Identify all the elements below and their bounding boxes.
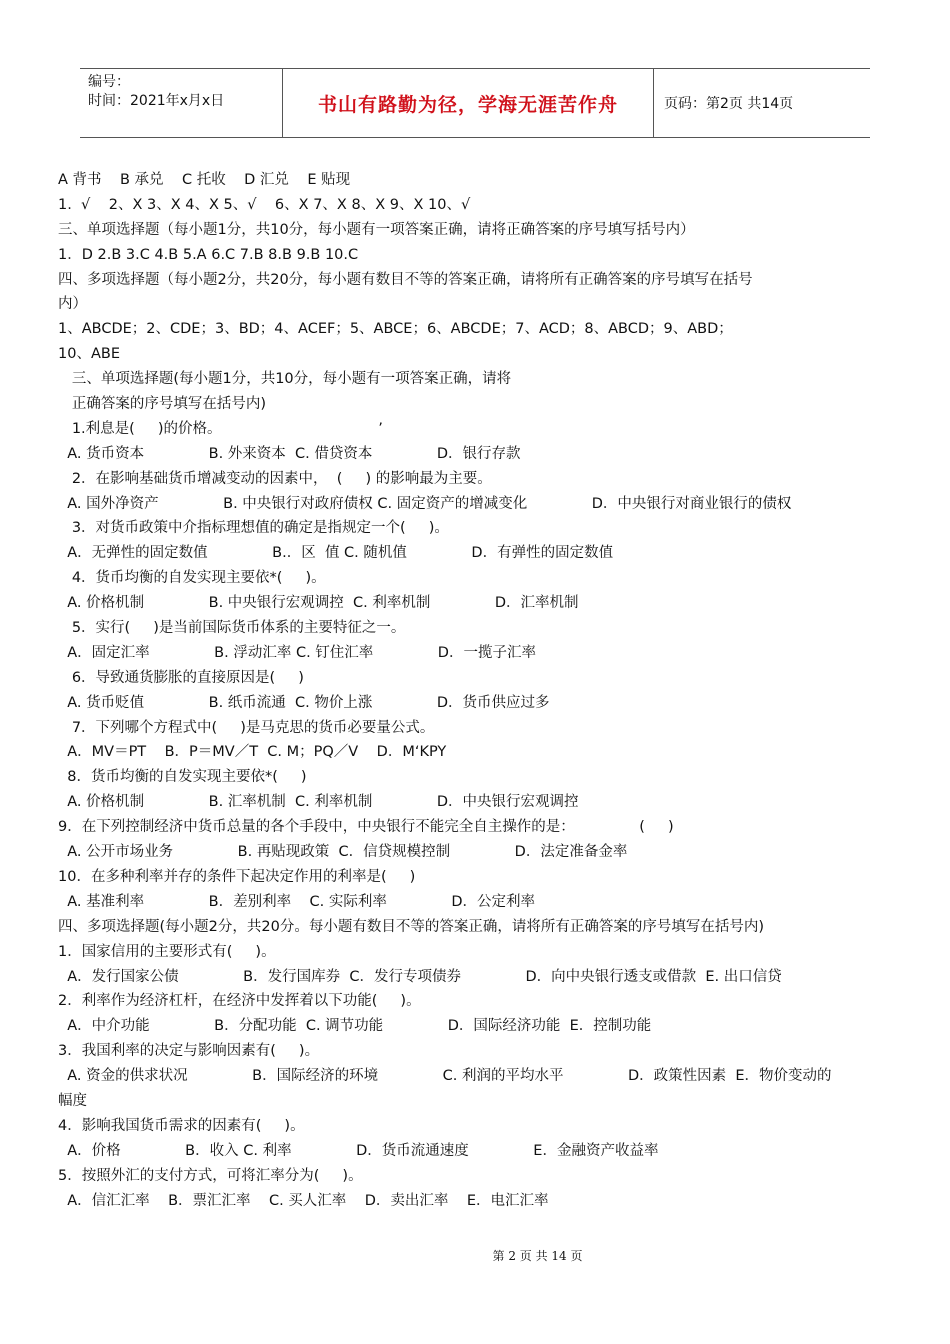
document-line: 1．D 2.B 3.C 4.B 5.A 6.C 7.B 8.B 9.B 10.C	[58, 246, 359, 263]
document-line: 1．国家信用的主要形式有( )。	[58, 943, 276, 960]
document-line: 8．货币均衡的自发实现主要依*( )	[58, 769, 307, 786]
header-meta	[80, 69, 283, 137]
document-line: 幅度	[58, 1092, 87, 1109]
document-line: 3．我国利率的决定与影响因素有( )。	[58, 1043, 320, 1060]
document-line: 9．在下列控制经济中货币总量的各个手段中，中央银行不能完全自主操作的是： ( )	[58, 819, 674, 836]
document-date: 时间：2021年x月x日	[88, 93, 225, 109]
document-number-label: 编号：	[88, 74, 130, 90]
document-line: 4．货币均衡的自发实现主要依*( )。	[58, 570, 326, 587]
page-footer: 第 2 页 共 14 页	[492, 1249, 583, 1263]
document-line: 3．对货币政策中介指标理想值的确定是指规定一个( )。	[58, 520, 449, 537]
document-body	[58, 168, 898, 1213]
document-line: A．价格 B．收入 C. 利率 D．货币流通速度 E．金融资产收益率	[58, 1142, 659, 1159]
document-line: 1. √ 2、X 3、X 4、X 5、√ 6、X 7、X 8、X 9、X 10、√	[58, 196, 471, 213]
document-line: 三、单项选择题(每小题1分，共10分，每小题有一项答案正确，请将	[58, 371, 512, 388]
document-line: A．中介功能 B．分配功能 C. 调节功能 D．国际经济功能 E．控制功能	[58, 1018, 652, 1035]
document-line: A．无弹性的固定数值 B.．区 值 C. 随机值 D．有弹性的固定数值	[58, 545, 614, 562]
document-line: A. 货币资本 B. 外来资本 C. 借贷资本 D．银行存款	[58, 445, 521, 462]
document-line: A．MV＝PT B．P＝MV／T C. M；PQ／V D．M‘KPY	[58, 744, 447, 761]
document-line: 正确答案的序号填写在括号内)	[58, 396, 266, 413]
document-line: 6．导致通货膨胀的直接原因是( )	[58, 669, 304, 686]
document-line: A．信汇汇率 B．票汇汇率 C. 买人汇率 D．卖出汇率 E．电汇汇率	[58, 1192, 549, 1209]
document-line: 5．按照外汇的支付方式，可将汇率分为( )。	[58, 1167, 363, 1184]
document-line: A. 价格机制 B. 汇率机制 C. 利率机制 D．中央银行宏观调控	[58, 794, 579, 811]
document-line: 5．实行( )是当前国际货币体系的主要特征之一。	[58, 620, 406, 637]
header-page-info: 页码：第2页 共14页	[664, 96, 794, 112]
document-line: A. 价格机制 B. 中央银行宏观调控 C. 利率机制 D．汇率机制	[58, 595, 579, 612]
document-line: 四、多项选择题（每小题2分，共20分，每小题有数目不等的答案正确，请将所有正确答案的序号填写在括号	[58, 271, 753, 288]
document-line: A．发行国家公债 B．发行国库券 C．发行专项债券 D．向中央银行透支或借款 E. 出口信贷	[58, 968, 782, 985]
document-line: A. 资金的供求状况 B．国际经济的环境 C. 利润的平均水平 D．政策性因素 E．物价变动的	[58, 1068, 832, 1085]
document-line: 7．下列哪个方程式中( )是马克思的货币必要量公式。	[58, 719, 435, 736]
document-line: A. 货币贬值 B. 纸币流通 C. 物价上涨 D．货币供应过多	[58, 694, 550, 711]
document-line: A. 公开市场业务 B. 再贴现政策 C．信贷规模控制 D．法定准备金率	[58, 844, 628, 861]
document-line: 四、多项选择题(每小题2分，共20分。每小题有数目不等的答案正确，请将所有正确答案的序号填写在括号内)	[58, 918, 764, 935]
document-line: A. 基准利率 B．差别利率 C. 实际利率 D．公定利率	[58, 893, 536, 910]
document-line: 4．影响我国货币需求的因素有( )。	[58, 1117, 305, 1134]
document-line: A．固定汇率 B. 浮动汇率 C. 钉住汇率 D．一揽子汇率	[58, 644, 536, 661]
document-line: 1、ABCDE；2、CDE；3、BD；4、ACEF；5、ABCE；6、ABCDE；7、ACD；8、ABCD；9、ABD；	[58, 321, 733, 338]
header-motto: 书山有路勤为径，学海无涯苦作舟	[283, 69, 654, 137]
document-line: 2．在影响基础货币增减变动的因素中， ( ) 的影响最为主要。	[58, 470, 492, 487]
document-line: 10、ABE	[58, 346, 120, 363]
document-line: 三、单项选择题（每小题1分，共10分，每小题有一项答案正确，请将正确答案的序号填写括号内）	[58, 221, 695, 238]
document-line: 10．在多种利率并存的条件下起决定作用的利率是( )	[58, 868, 416, 885]
page-header	[80, 68, 870, 138]
document-line: 1.利息是( )的价格。 ’	[58, 420, 383, 437]
document-line: 内）	[58, 296, 87, 313]
document-line: A 背书 B 承兑 C 托收 D 汇兑 E 贴现	[58, 172, 351, 188]
document-line: A. 国外净资产 B. 中央银行对政府债权 C. 固定资产的增减变化 D．中央银行对商业银行的债权	[58, 495, 792, 512]
document-line: 2．利率作为经济杠杆，在经济中发挥着以下功能( )。	[58, 993, 421, 1010]
